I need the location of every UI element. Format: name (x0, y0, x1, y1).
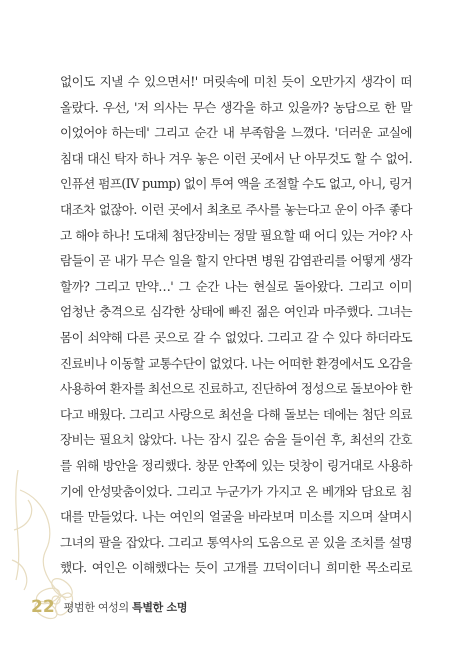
text-line: 람들이 곧 내가 무슨 일을 할지 안다면 병원 감염관리를 어떻게 생각 (60, 253, 412, 269)
text-line: 기에 안성맞춤이었다. 그리고 누군가가 가지고 온 베개와 담요로 침 (60, 483, 412, 499)
text-line: 고 해야 하나! 도대체 첨단장비는 정말 필요할 때 어디 있는 거야? 사 (60, 227, 412, 243)
text-line: 몸이 쇠약해 다른 곳으로 갈 수 없었다. 그리고 갈 수 있다 하더라도 (60, 329, 412, 345)
page-footer (31, 596, 187, 618)
text-line: 했다. 여인은 이해했다는 듯이 고개를 끄덕이더니 희미한 목소리로 (60, 560, 412, 576)
text-line: 이었어야 하는데' 그리고 순간 내 부족함을 느꼈다. '더러운 교실에 (60, 125, 412, 141)
running-title-regular: 평범한 여성의 (63, 601, 133, 614)
text-line: 장비는 필요치 않았다. 나는 잠시 깊은 숨을 들이쉰 후, 최선의 간호 (60, 432, 412, 448)
text-line: 다고 배웠다. 그리고 사랑으로 최선을 다해 돌보는 데에는 첨단 의료 (60, 406, 412, 422)
text-line: 인퓨션 펌프(IV pump) 없이 투여 액을 조절할 수도 없고, 아니, 링거 (60, 176, 412, 192)
text-line: 대조차 없잖아. 이런 곳에서 최초로 주사를 놓는다고 운이 아주 좋다 (60, 201, 412, 217)
text-line: 대를 만들었다. 나는 여인의 얼굴을 바라보며 미소를 지으며 살며시 (60, 509, 412, 525)
text-line: 없이도 지낼 수 있으면서!' 머릿속에 미친 듯이 오만가지 생각이 떠 (60, 74, 412, 89)
text-line: 그녀의 팔을 잡았다. 그리고 통역사의 도움으로 곧 있을 조치를 설명 (60, 534, 412, 550)
text-line: 올랐다. 우선, '저 의사는 무슨 생각을 하고 있을까? 농담으로 한 말 (60, 99, 412, 115)
text-line: 엄청난 충격으로 심각한 상태에 빠진 젊은 여인과 마주했다. 그녀는 (60, 304, 412, 320)
running-title-bold: 특별한 소명 (132, 601, 188, 614)
text-line: 할까? 그리고 만약…' 그 순간 나는 현실로 돌아왔다. 그리고 이미 (60, 278, 412, 294)
text-line: 를 위해 방안을 정리했다. 창문 안쪽에 있는 덧창이 링거대로 사용하 (60, 457, 412, 473)
text-line: 진료비나 이동할 교통수단이 없었다. 나는 어떠한 환경에서도 오감을 (60, 355, 412, 371)
body-text (60, 69, 412, 581)
running-title (64, 599, 188, 615)
text-line: 침대 대신 탁자 하나 겨우 놓은 이런 곳에서 난 아무것도 할 수 없어. (60, 150, 412, 166)
text-line: 사용하여 환자를 최선으로 진료하고, 진단하여 정성으로 돌보아야 한 (60, 381, 412, 397)
page-number: 22 (31, 597, 55, 617)
